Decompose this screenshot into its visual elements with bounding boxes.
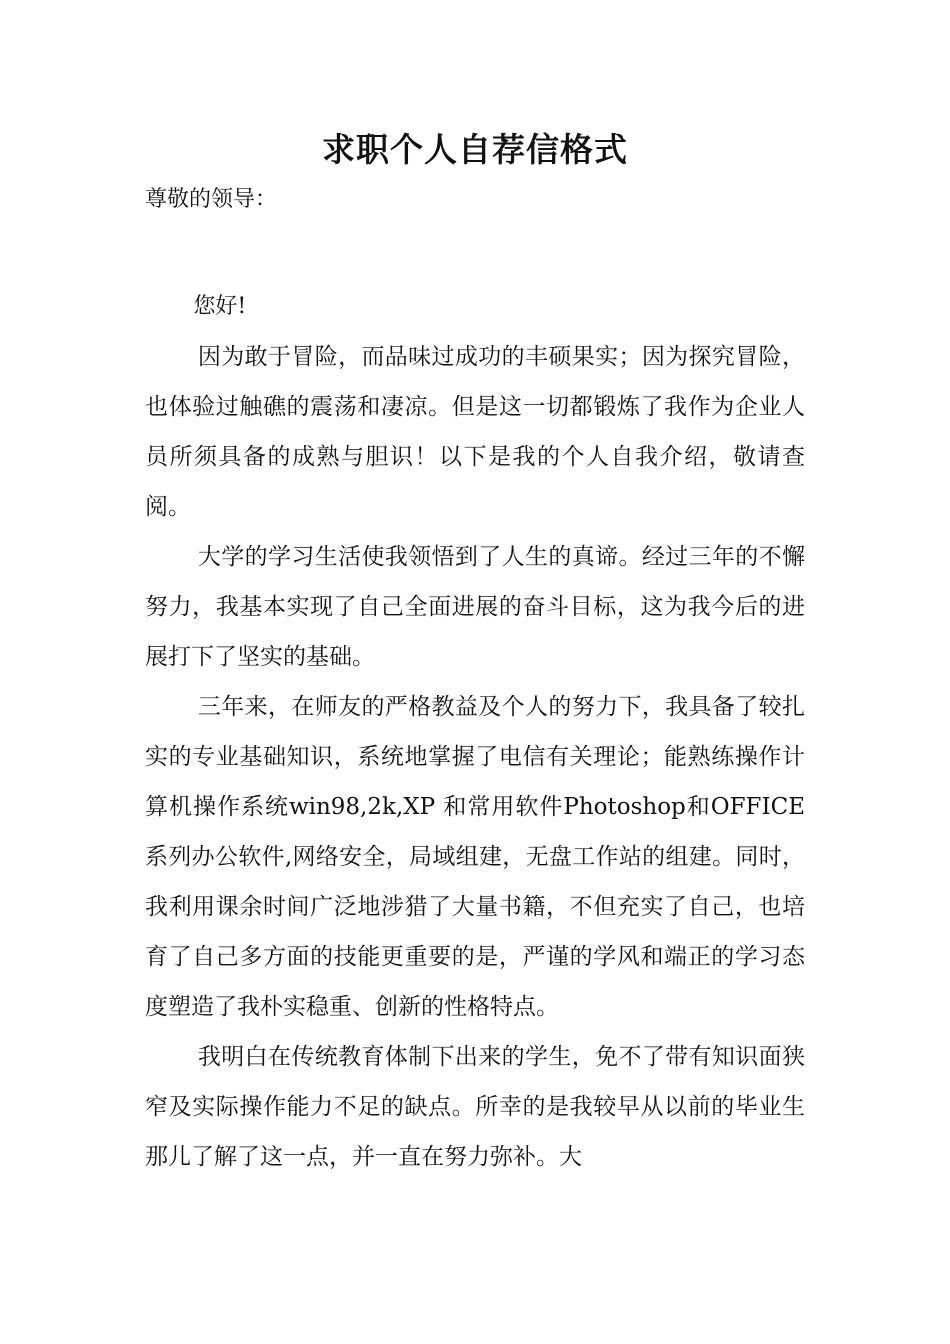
paragraph: 因为敢于冒险，而品味过成功的丰硕果实；因为探究冒险，也体验过触礁的震荡和凄凉。但是这一切都锻炼了我作为企业人员所须具备的成熟与胆识！以下是我的个人自我介绍，敬请查阅。 (145, 344, 805, 520)
document-title: 求职个人自荐信格式 (322, 130, 628, 169)
salutation: 尊敬的领导： (145, 187, 278, 212)
paragraph: 我明白在传统教育体制下出来的学生，免不了带有知识面狭窄及实际操作能力不足的缺点。所幸的是我较早从以前的毕业生那儿了解了这一点，并一直在努力弥补。大 (145, 1044, 805, 1170)
paragraph: 三年来，在师友的严格教益及个人的努力下，我具备了较扎实的专业基础知识，系统地掌握了电信有关理论；能熟练操作计算机操作系统win98,2k,XP 和常用软件Photoshop和OFFICE系列办公软件,网络安全，局域组建，无盘工作站的组建。同时，我利用课余时间广泛地涉猎了大量书籍，不但充实了自己，也培育了自己多方面的技能更重要的是，严谨的学风和端正的学习态度塑造了我朴实稳重、创新的性格特点。 (145, 694, 805, 1020)
greeting: 您好! (193, 294, 247, 319)
paragraph: 大学的学习生活使我领悟到了人生的真谛。经过三年的不懈努力，我基本实现了自己全面进展的奋斗目标，这为我今后的进展打下了坚实的基础。 (145, 544, 805, 670)
letter-body (145, 282, 805, 1182)
